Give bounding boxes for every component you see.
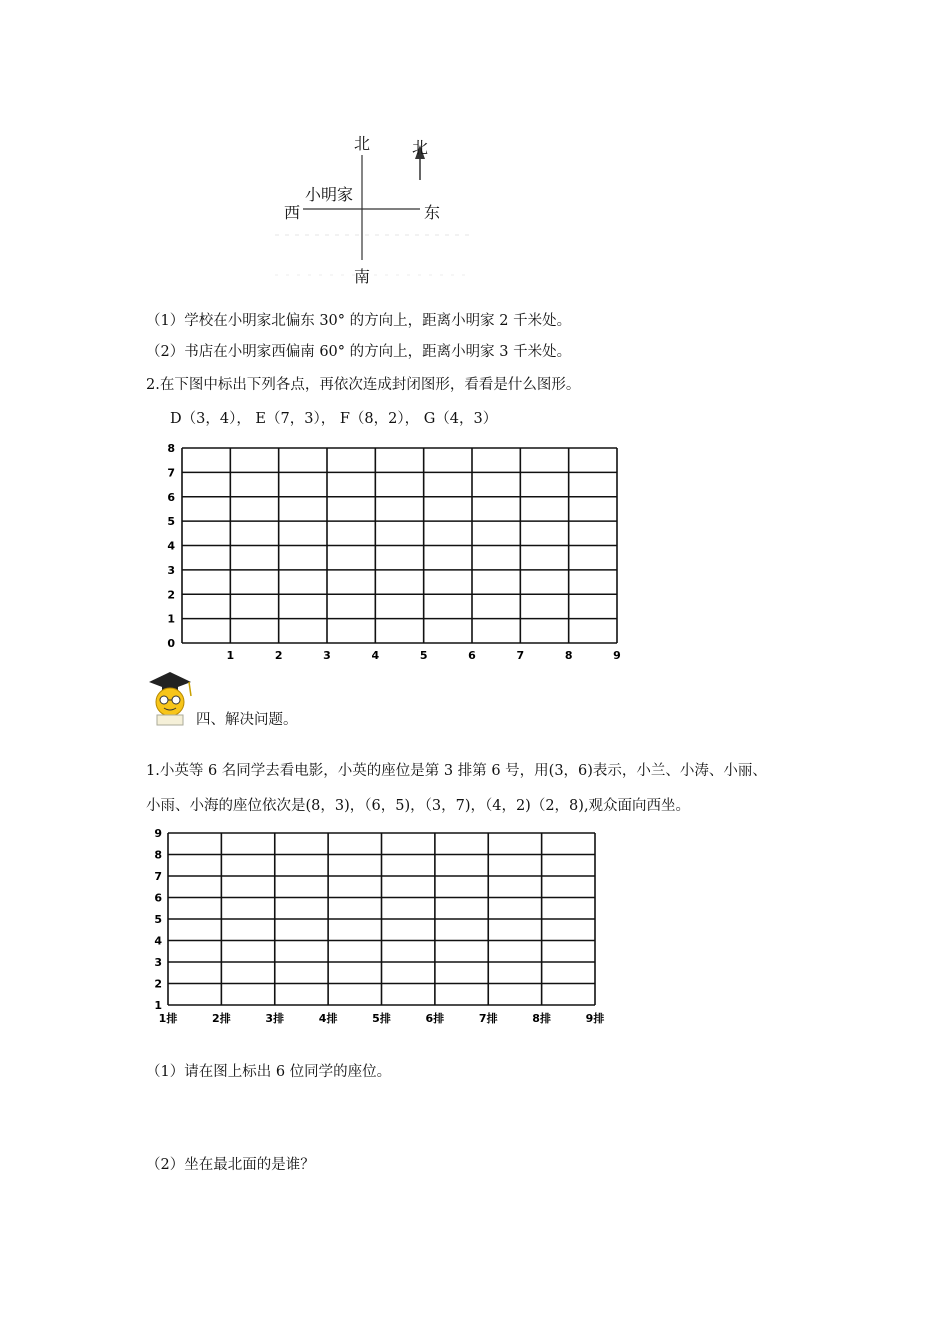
grid1-x-tick-label: 2 bbox=[274, 649, 283, 662]
grid2-x-tick-label: 2排 bbox=[212, 1012, 231, 1025]
q1-item2: （2）书店在小明家西偏南 60° 的方向上，距离小明家 3 千米处。 bbox=[146, 344, 572, 360]
q2-title: 2.在下图中标出下列各点，再依次连成封闭图形，看看是什么图形。 bbox=[146, 377, 581, 393]
coordinate-grid-1 bbox=[160, 438, 630, 663]
grid2-y-tick-label: 5 bbox=[154, 913, 162, 926]
grid1-y-tick-label: 4 bbox=[167, 539, 175, 553]
grid2-x-tick-label: 1排 bbox=[158, 1012, 178, 1025]
grid1-x-tick-label: 3 bbox=[323, 649, 331, 662]
grid2-x-tick-label: 3排 bbox=[265, 1012, 285, 1025]
grid1-x-tick-label: 9 bbox=[613, 649, 621, 662]
compass-diagram bbox=[270, 125, 490, 290]
grid2-x-tick-label: 9排 bbox=[585, 1012, 605, 1025]
grid1-y-tick-label: 2 bbox=[167, 588, 175, 602]
grid2-x-tick-label: 7排 bbox=[478, 1012, 498, 1025]
grid1-x-tick-label: 1 bbox=[226, 649, 235, 662]
grid2-y-tick-label: 9 bbox=[154, 827, 162, 840]
north-arrow-label: 北 bbox=[412, 138, 429, 157]
grid1-x-tick-label: 8 bbox=[564, 649, 573, 662]
q4-line2: 小雨、小海的座位依次是(8，3)，（6，5)，（3，7)，（4，2)（2，8),观众面向西坐。 bbox=[146, 798, 691, 814]
grid2-y-tick-label: 6 bbox=[154, 891, 162, 905]
grid2-y-tick-label: 7 bbox=[154, 870, 162, 883]
q4-line1: 1.小英等 6 名同学去看电影，小英的座位是第 3 排第 6 号，用(3，6)表示，小兰、小涛、小丽、 bbox=[146, 763, 767, 779]
grid1-y-tick-label: 3 bbox=[167, 563, 175, 577]
compass-east-label: 东 bbox=[424, 203, 441, 222]
grid2-x-tick-label: 5排 bbox=[372, 1012, 391, 1025]
doctor-mascot-icon bbox=[143, 668, 197, 726]
grid2-x-tick-label: 4排 bbox=[318, 1012, 338, 1025]
grid2-y-tick-label: 4 bbox=[154, 934, 162, 948]
grid2-y-tick-label: 2 bbox=[154, 977, 162, 991]
compass-north-label: 北 bbox=[354, 134, 371, 153]
grid2-x-tick-label: 6排 bbox=[425, 1012, 445, 1025]
grid2-y-tick-label: 3 bbox=[154, 956, 162, 969]
compass-south-label: 南 bbox=[354, 267, 371, 286]
q4-sub2: （2）坐在最北面的是谁？ bbox=[146, 1157, 315, 1173]
grid1-x-tick-label: 7 bbox=[516, 649, 525, 662]
compass-west-label: 西 bbox=[284, 203, 301, 222]
section-4-title: 四、解决问题。 bbox=[196, 712, 298, 728]
q2-points: D（3，4）， E（7，3）， F（8，2）， G（4，3） bbox=[170, 411, 498, 427]
grid1-x-tick-label: 4 bbox=[371, 649, 380, 662]
q4-sub1: （1）请在图上标出 6 位同学的座位。 bbox=[146, 1064, 392, 1080]
compass-home-label: 小明家 bbox=[305, 185, 354, 204]
grid1-y-tick-label: 8 bbox=[167, 442, 175, 455]
grid1-x-tick-label: 5 bbox=[419, 649, 428, 662]
grid1-y-tick-label: 7 bbox=[167, 466, 175, 480]
q1-item1: （1）学校在小明家北偏东 30° 的方向上，距离小明家 2 千米处。 bbox=[146, 313, 572, 329]
grid2-y-tick-label: 1 bbox=[154, 999, 162, 1012]
grid2-x-tick-label: 8排 bbox=[532, 1012, 551, 1025]
grid1-x-tick-label: 6 bbox=[468, 649, 476, 662]
grid1-y-tick-label: 0 bbox=[167, 637, 175, 650]
grid2-y-tick-label: 8 bbox=[154, 848, 162, 862]
grid1-y-tick-label: 5 bbox=[167, 515, 175, 529]
grid1-y-tick-label: 6 bbox=[167, 490, 175, 504]
grid1-y-tick-label: 1 bbox=[167, 612, 175, 626]
seating-grid bbox=[145, 823, 615, 1028]
